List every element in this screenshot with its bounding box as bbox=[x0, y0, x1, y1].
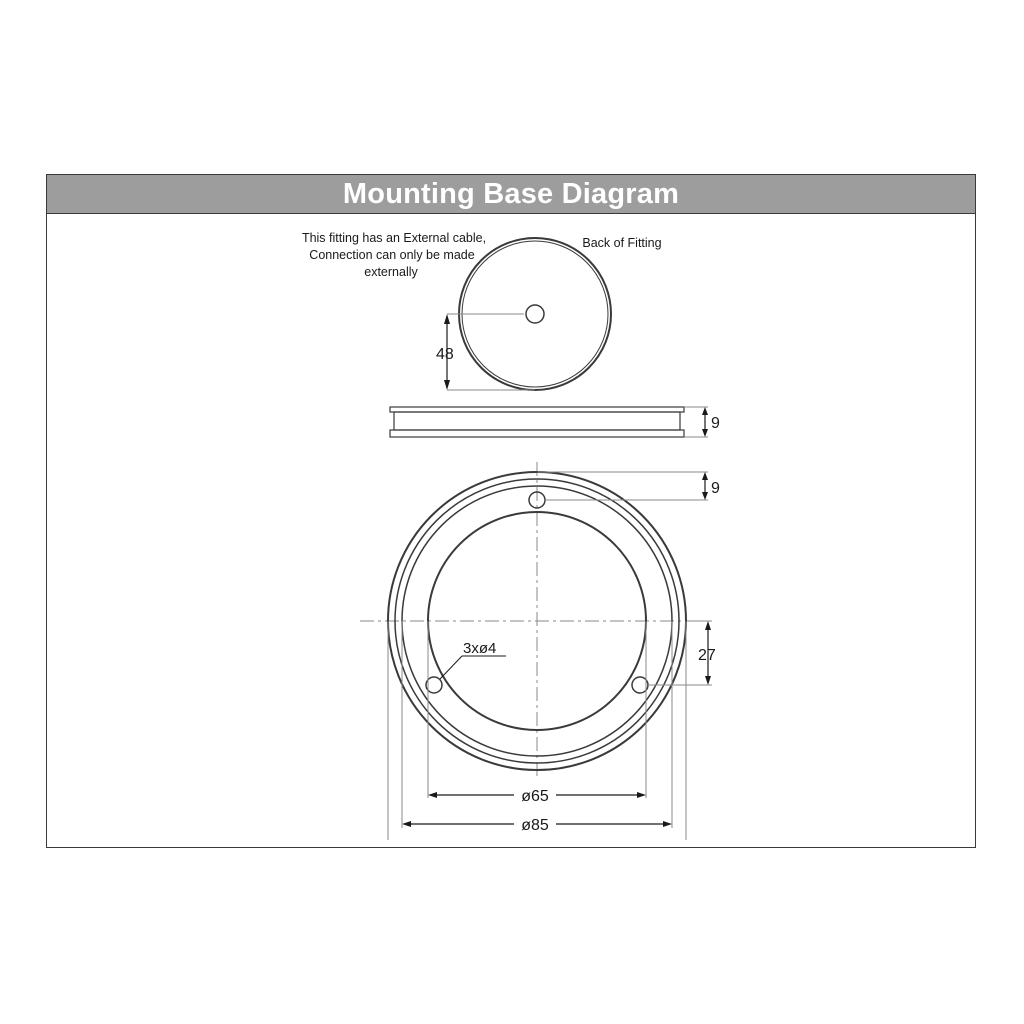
cable-hole bbox=[526, 305, 544, 323]
back-dim-arrow-top bbox=[444, 314, 450, 324]
side-body bbox=[394, 412, 680, 430]
back-of-fitting-label: Back of Fitting bbox=[582, 236, 662, 250]
back-dim-arrow-bottom bbox=[444, 380, 450, 390]
side-dim-arrow-top bbox=[702, 407, 708, 415]
front-offset-label: 9 bbox=[711, 480, 720, 497]
outer-diameter-label: ø85 bbox=[521, 817, 549, 834]
front-top-dim-arrow-top bbox=[702, 472, 708, 480]
note-line-1: This fitting has an External cable, bbox=[301, 231, 487, 245]
inner-dia-arrow-left bbox=[428, 792, 437, 798]
diagram-title: Mounting Base Diagram bbox=[342, 178, 680, 210]
side-dim-arrow-bottom bbox=[702, 429, 708, 437]
inner-dia-arrow-right bbox=[637, 792, 646, 798]
side-view bbox=[390, 407, 720, 437]
note-line-2: Connection can only be made bbox=[309, 248, 475, 262]
outer-dia-arrow-right bbox=[663, 821, 672, 827]
outer-dia-arrow-left bbox=[402, 821, 411, 827]
hole-dim-arrow-bottom bbox=[705, 676, 711, 685]
front-top-dim-arrow-bottom bbox=[702, 492, 708, 500]
side-top-flange bbox=[390, 407, 684, 412]
front-view bbox=[360, 462, 720, 840]
hole-offset-label: 27 bbox=[698, 647, 716, 664]
holes-label: 3xø4 bbox=[463, 640, 497, 657]
hole-leader-line bbox=[440, 656, 462, 679]
back-height-label: 48 bbox=[436, 346, 454, 363]
inner-diameter-label: ø65 bbox=[521, 788, 549, 805]
side-thickness-label: 9 bbox=[711, 415, 720, 432]
hole-dim-arrow-top bbox=[705, 621, 711, 630]
note-line-3: externally bbox=[364, 265, 418, 279]
side-bottom-flange bbox=[390, 430, 684, 437]
